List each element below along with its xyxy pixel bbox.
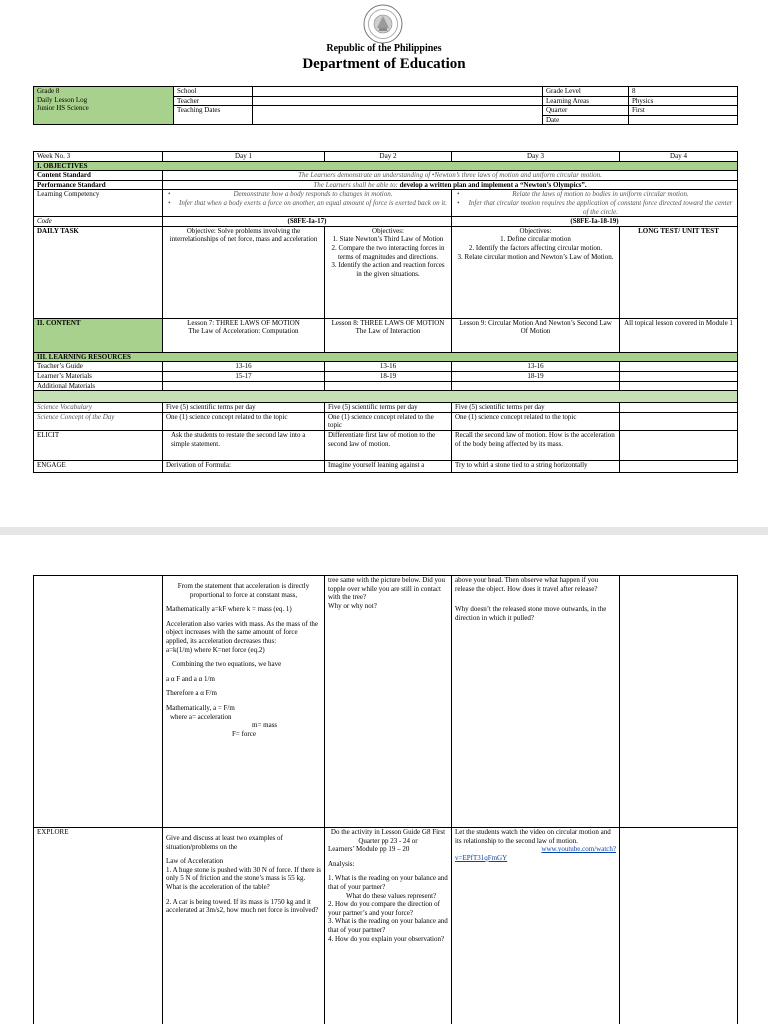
- engage-day-2: Imagine yourself leaning against a: [325, 460, 452, 472]
- engage-day-4: [620, 460, 738, 472]
- derivation-line: F= force: [232, 729, 256, 738]
- am-day-2: [325, 381, 452, 391]
- explore-day-1: [163, 828, 325, 1024]
- explore-line: Do the activity in Lesson Guide G8 First Quarter pp 23 - 24 or: [330, 828, 446, 845]
- dates-label: Teaching Dates: [174, 106, 253, 125]
- content-day-1: [163, 318, 325, 352]
- explore-day-4: [620, 828, 738, 1024]
- engage-label: ENGAGE: [34, 460, 163, 472]
- quarter-value: First: [629, 106, 738, 116]
- week-label: Week No. 3: [34, 152, 163, 162]
- explore-line: 3. What is the reading on your balance and that of your partner?: [328, 917, 448, 934]
- engage-day-4-continued: [620, 576, 738, 828]
- lm-day-2: 18-19: [325, 371, 452, 381]
- vocab-day-1: Five (5) scientific terms per day: [163, 403, 325, 413]
- vocab-label: Science Vocabulary: [34, 403, 163, 413]
- engage-day-1-continued: [163, 576, 325, 828]
- code-label: Code: [34, 217, 163, 227]
- explore-day-3: [452, 828, 620, 1024]
- tg-day-1: 13-16: [163, 362, 325, 372]
- date-value[interactable]: [629, 115, 738, 125]
- day-3-header: Day 3: [452, 152, 620, 162]
- content-lesson-subtitle: The Law of Acceleration: Computation: [188, 327, 299, 336]
- task-day-2: [325, 226, 452, 318]
- tg-day-3: 13-16: [452, 362, 620, 372]
- lesson-table: [33, 151, 738, 473]
- task-day-3-head: Objectives:: [519, 226, 552, 235]
- grade-label: Grade 8: [37, 87, 60, 95]
- explore-line: 2. A car is being towed. If its mass is 1750 kg and it accelerated at 3m/s2, how much net force is involved?: [166, 897, 319, 915]
- competency-label: Learning Competency: [34, 190, 163, 217]
- task-objective: 3. Identify the action and reaction forces in the given situations.: [331, 261, 445, 278]
- tg-day-4: [620, 362, 738, 372]
- engage-question: above your head. Then observe what happen if you release the object. How does it travel after release?: [455, 576, 599, 593]
- engage-day-2-continued: [325, 576, 452, 828]
- elicit-day-1: Ask the students to restate the second law into a simple statement.: [163, 430, 325, 460]
- content-day-4: All topical lesson covered in Module 1: [620, 318, 738, 352]
- task-objective: 1. State Newton’s Third Law of Motion: [332, 235, 444, 244]
- content-lesson-title: Lesson 7: THREE LAWS OF MOTION: [187, 318, 300, 327]
- explore-line: 2. How do you compare the direction of your partner’s and your force?: [328, 900, 440, 917]
- info-table: [33, 86, 738, 125]
- derivation-line: Mathematically, a = F/m: [166, 703, 235, 712]
- am-label: Additional Materials: [34, 381, 163, 391]
- section-divider: [34, 391, 738, 403]
- explore-line: What do these values represent?: [346, 891, 437, 900]
- explore-line: 1. A huge stone is pushed with 30 N of force. If there is only 5 N of friction and the stone’s mass is 55 kg. What is the acceleration of the table?: [166, 865, 321, 891]
- content-standard-text: The Learners demonstrate an understanding of •Newton’s three laws of motion and uniform circular motion.: [163, 171, 738, 181]
- explore-line: Law of Acceleration: [166, 857, 224, 866]
- task-objective: 2. Identify the factors affecting circular motion.: [468, 243, 603, 252]
- teacher-label: Teacher: [174, 96, 253, 106]
- learning-areas-value: Physics: [629, 96, 738, 106]
- task-day-4: LONG TEST/ UNIT TEST: [620, 226, 738, 318]
- vocab-day-3: Five (5) scientific terms per day: [452, 403, 620, 413]
- content-day-3: Lesson 9: Circular Motion And Newton’s Second Law Of Motion: [452, 318, 620, 352]
- quarter-label: Quarter: [543, 106, 629, 116]
- engage-question: Why doesn’t the released stone move outwards, in the direction in which it pulled?: [455, 605, 607, 622]
- explore-line: Let the students watch the video on circular motion and its relationship to the second law of motion.: [455, 828, 611, 845]
- engage-day-3: Try to whirl a stone tied to a string horizontally: [452, 460, 620, 472]
- dates-value[interactable]: [253, 106, 543, 125]
- video-link-id[interactable]: v=EPfT31qFmGY: [455, 853, 508, 862]
- derivation-line: m= mass: [252, 721, 278, 730]
- derivation-line: Therefore a α F/m: [166, 689, 217, 698]
- school-label: School: [174, 87, 253, 97]
- competency-item: • Infer that when a body exerts a force on another, an equal amount of force is exerted back on it.: [166, 199, 448, 208]
- elicit-day-3: Recall the second law of motion. How is the acceleration of the body being affected by its mass.: [452, 430, 620, 460]
- engage-question: Why or why not?: [328, 601, 377, 610]
- school-value[interactable]: [253, 87, 543, 97]
- teacher-value[interactable]: [253, 96, 543, 106]
- content-standard-label: Content Standard: [34, 171, 163, 181]
- content-lesson-title: Lesson 8: THREE LAWS OF MOTION: [331, 318, 445, 327]
- engage-day-3-continued: [452, 576, 620, 828]
- republic-heading: Republic of the Philippines: [326, 43, 442, 54]
- concept-day-2: One (1) science concept related to the topic: [325, 412, 452, 430]
- derivation-line: Combining the two equations, we have: [172, 660, 282, 669]
- derivation-line: where a= acceleration: [170, 712, 232, 721]
- elicit-day-2: Differentiate first law of motion to the second law of motion.: [325, 430, 452, 460]
- explore-line: 1. What is the reading on your balance and that of your partner?: [328, 874, 448, 891]
- elicit-label: ELICIT: [34, 430, 163, 460]
- department-heading: Department of Education: [302, 56, 466, 72]
- competency-item: • Infer that circular motion requires the application of constant force directed toward the center of the circle.: [455, 199, 734, 216]
- elicit-day-4: [620, 430, 738, 460]
- explore-line: 4. How do you explain your observation?: [328, 934, 445, 943]
- resources-heading: III. LEARNING RESOURCES: [34, 352, 738, 362]
- days-row: [34, 152, 738, 162]
- task-day-1: Objective: Solve problems involving the interrelationships of net force, mass and acceleration: [163, 226, 325, 318]
- day-1-header: Day 1: [163, 152, 325, 162]
- concept-label: Science Concept of the Day: [34, 412, 163, 430]
- engage-day-1: Derivation of Formula:: [163, 460, 325, 472]
- page-two: [0, 535, 768, 1024]
- explore-line: Analysis:: [328, 859, 355, 868]
- content-heading: II. CONTENT: [34, 318, 163, 352]
- explore-line: Learners’ Module pp 19 – 20: [328, 845, 410, 854]
- derivation-line: From the statement that acceleration is directly proportional to force at constant mass,: [177, 582, 310, 599]
- derivation-line: Mathematically a=kF where k = mass (eq. 1): [166, 605, 292, 614]
- competency-item: • Relate the laws of motion to bodies in uniform circular motion.: [455, 190, 734, 199]
- code-right: (S8FE-Ia-18-19): [452, 217, 738, 227]
- task-objective: 3. Relate circular motion and Newton’s Law of Motion.: [457, 252, 614, 261]
- deped-seal-icon: [363, 4, 403, 44]
- am-day-1: [163, 381, 325, 391]
- engage-question: tree same with the picture below. Did you topple over while you are still in contact with the tree?: [328, 576, 445, 602]
- tg-day-2: 13-16: [325, 362, 452, 372]
- derivation-line: a α F and a α 1/m: [166, 674, 215, 683]
- performance-standard-goal: develop a written plan and implement a “Newton’s Olympics”.: [397, 180, 587, 189]
- log-label: Daily Lesson Log: [37, 95, 88, 104]
- vocab-day-2: Five (5) scientific terms per day: [325, 403, 452, 413]
- performance-standard-label: Performance Standard: [34, 180, 163, 190]
- subject-label: Junior HS Science: [37, 104, 89, 113]
- content-day-2: [325, 318, 452, 352]
- performance-standard-lead: The Learners shall be able to:: [313, 180, 398, 189]
- grade-level-value: 8: [629, 87, 738, 97]
- concept-day-3: One (1) science concept related to the topic: [452, 412, 620, 430]
- lm-day-4: [620, 371, 738, 381]
- vocab-day-4: [620, 403, 738, 413]
- concept-day-1: One (1) science concept related to the topic: [163, 412, 325, 430]
- task-objective: 2. Compare the two interacting forces in terms of magnitudes and directions.: [331, 243, 445, 261]
- date-label: Date: [543, 115, 629, 125]
- task-day-2-head: Objectives:: [372, 226, 404, 235]
- concept-day-4: [620, 412, 738, 430]
- video-link[interactable]: www.youtube.com/watch?: [541, 845, 616, 854]
- objectives-heading: I. OBJECTIVES: [34, 161, 738, 171]
- tg-label: Teacher’s Guide: [34, 362, 163, 372]
- task-objective: 1. Define circular motion: [500, 235, 571, 244]
- grade-level-label: Grade Level: [543, 87, 629, 97]
- lm-day-1: 15-17: [163, 371, 325, 381]
- content-lesson-subtitle: The Law of Interaction: [355, 327, 421, 336]
- lm-day-3: 18-19: [452, 371, 620, 381]
- performance-standard-text: [163, 180, 738, 190]
- code-left: (S8FE-Ia-17): [163, 217, 452, 227]
- explore-line: Give and discuss at least two examples of situation/problems on the: [166, 834, 283, 851]
- derivation-line: a=k(1/m) where K=net force (eq.2): [166, 645, 265, 654]
- explore-day-2: [325, 828, 452, 1024]
- am-day-3: [452, 381, 620, 391]
- daily-task-label: DAILY TASK: [34, 226, 163, 318]
- lm-label: Learner’s Materials: [34, 371, 163, 381]
- derivation-line: Acceleration also varies with mass. As the mass of the object increases with the same amount of force applied, its acceleration decreases thus:: [166, 619, 319, 645]
- learning-areas-label: Learning Areas: [543, 96, 629, 106]
- day-2-header: Day 2: [325, 152, 452, 162]
- grade-log-cell: [34, 87, 174, 125]
- engage-continued-label: [34, 576, 163, 828]
- am-day-4: [620, 381, 738, 391]
- competency-right: [452, 190, 738, 217]
- competency-left: [163, 190, 452, 217]
- competency-item: • Demonstrate how a body responds to changes in motion.: [166, 190, 448, 199]
- lesson-table-continued: [33, 575, 738, 1024]
- explore-label: EXPLORE: [34, 828, 163, 1024]
- task-day-3: [452, 226, 620, 318]
- day-4-header: Day 4: [620, 152, 738, 162]
